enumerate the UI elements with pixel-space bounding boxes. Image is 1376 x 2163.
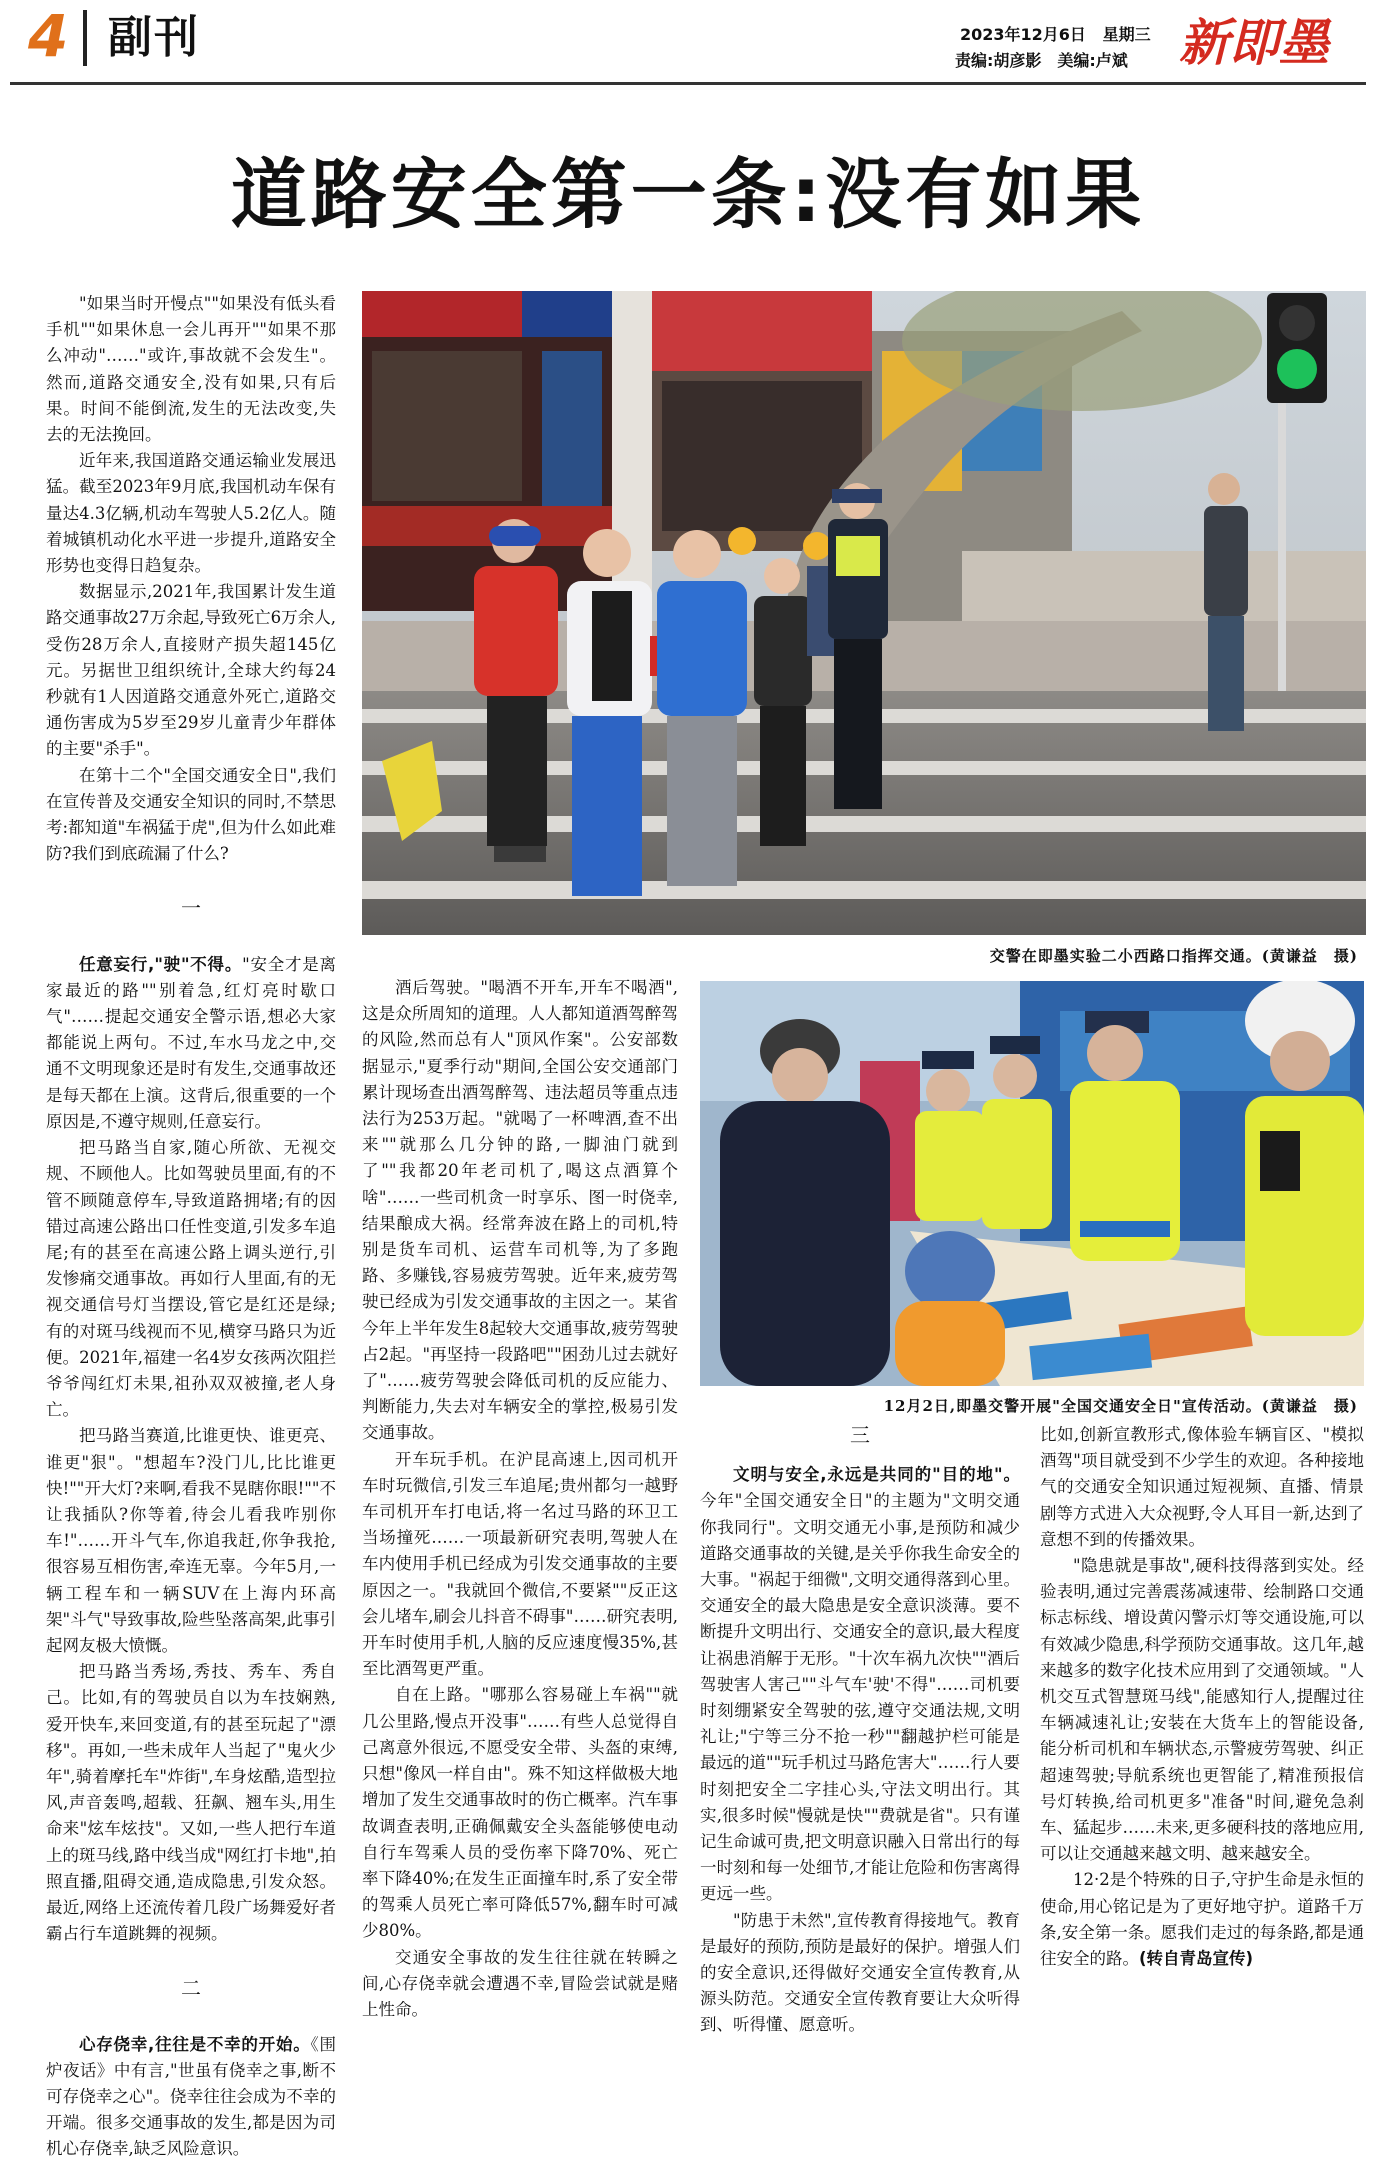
top-photo-caption: 交警在即墨实验二小西路口指挥交通。(黄谦益 摄) bbox=[989, 947, 1358, 965]
newspaper-logo bbox=[1175, 10, 1365, 72]
dateline bbox=[960, 22, 1151, 45]
article-column-3 bbox=[700, 1422, 1037, 2039]
section-1-text: "安全才是离家最近的路""别着急,红灯亮时歇口气"……提起交通安全警示语,想必大家都能说上两句。不过,车水马龙之中,交通不文明现象还是时有发生,交通事故还是每天都在上演。这背后,很重要的一个原因是,不遵守规则,任意妄行。 bbox=[46, 954, 336, 1131]
article-paragraph: "防患于未然",宣传教育得接地气。教育是最好的预防,预防是最好的保护。增强人们的安全意识,还得做好交通安全宣传教育,从源头防范。交通安全宣传教育要让大众听得到、听得懂、愿意听。 bbox=[700, 1910, 1020, 2035]
article-paragraph bbox=[1040, 1867, 1364, 1972]
section-2-lead: 心存侥幸,往往是不幸的开始。 bbox=[79, 2034, 311, 2054]
article-column-1 bbox=[46, 291, 336, 2163]
section-3-text: 今年"全国交通安全日"的主题为"文明交通 你我同行"。文明交通无小事,是预防和减少道路交通事故的关键,是关乎你我生命安全的大事。"祸起于细微",文明交通得落到心里。交通安全的最大隐患是安全意识淡薄。要不断提升文明出行、交通安全的意识,最大程度让祸患消解于无形。"十次车祸九次快""酒后驾驶害人害己""斗气车'驶'不得"……司机要时刻绷紧安全驾驶的弦,遵守交通法规,文明礼让;"宁等三分不抢一秒""翻越护栏可能是最远的道""玩手机过马路危害大"……行人要时刻把安全二字挂心头,守法文明出行。其实,很多时候"慢就是快""费就是省"。只有谨记生命诚可贵,把文明意识融入日常出行的每一时刻和每一处细节,才能让危险和伤害离得更远一些。 bbox=[700, 1491, 1037, 1904]
masthead-rule bbox=[10, 82, 1366, 85]
section-3-lead: 文明与安全,永远是共同的"目的地"。 bbox=[733, 1465, 1020, 1485]
article-paragraph: 交通安全事故的发生往往就在转瞬之间,心存侥幸就会遭遇不幸,冒险尝试就是赌上性命。 bbox=[362, 1947, 678, 2019]
masthead-divider bbox=[83, 10, 87, 66]
issue-date: 2023年12月6日 bbox=[960, 25, 1086, 44]
article-paragraph: 数据显示,2021年,我国累计发生道路交通事故27万余起,导致死亡6万余人,受伤28万余人,直接财产损失超145亿元。另据世卫组织统计,全球大约每24秒就有1人因道路交通意外死亡,道路交通伤害成为5岁至29岁儿童青少年群体的主要"杀手"。 bbox=[46, 582, 336, 759]
section-number-1: 一 bbox=[181, 896, 201, 921]
article-paragraph: "隐患就是事故",硬科技得落到实处。经验表明,通过完善震荡减速带、绘制路口交通标志标线、增设黄闪警示灯等交通设施,可以有效减少隐患,科学预防交通事故。这几年,越来越多的数字化技术应用到了交通领域。"人机交互式智慧斑马线",能感知行人,提醒过往车辆减速礼让;安装在大货车上的智能设备,能分析司机和车辆状态,示警疲劳驾驶、纠正超速驾驶;导航系统也更智能了,精准预报信号灯转换,给司机更多"准备"时间,避免急刹车、猛起步……未来,更多硬科技的落地应用,可以让交通越来越文明、越来越安全。 bbox=[1040, 1556, 1364, 1864]
article-paragraph: 比如,创新宣教形式,像体验车辆盲区、"模拟酒驾"项目就受到不少学生的欢迎。各种接地气的交通安全知识通过短视频、直播、情景剧等方式进入大众视野,令人耳目一新,达到了意想不到的传播效果。 bbox=[1040, 1425, 1364, 1549]
article-source: (转自青岛宣传) bbox=[1139, 1949, 1254, 1969]
section-1-lead: 任意妄行,"驶"不得。 bbox=[79, 954, 243, 974]
logo-text: 新即墨 bbox=[1179, 13, 1329, 72]
article-column-2 bbox=[362, 975, 678, 2023]
photo-traffic-safety-day-event bbox=[700, 981, 1364, 1386]
article-paragraph: 自在上路。"哪那么容易碰上车祸""就几公里路,慢点开没事"……有些人总觉得自己离意外很远,不愿受安全带、头盔的束缚,只想"像风一样自由"。殊不知这样做极大地增加了发生交通事故时的伤亡概率。汽车事故调查表明,正确佩戴安全头盔能够使电动自行车驾乘人员的受伤率下降70%、死亡率下降40%;在发生正面撞车时,系了安全带的驾乘人员死亡率可降低57%,翻车时可减少80%。 bbox=[362, 1685, 678, 1941]
headline: 道路安全第一条:没有如果 bbox=[230, 150, 1146, 239]
section-2-text: 《围炉夜话》中有言,"世虽有侥幸之事,断不可存侥幸之心"。侥幸往往会成为不幸的开端。很多交通事故的发生,都是因为司机心存侥幸,缺乏风险意识。 bbox=[46, 2034, 336, 2159]
article-paragraph: 把马路当秀场,秀技、秀车、秀自己。比如,有的驾驶员自以为车技娴熟,爱开快车,来回变道,有的甚至玩起了"漂移"。再如,一些未成年人当起了"鬼火少年",骑着摩托车"炸街",车身炫酷,造型拉风,声音轰鸣,超载、狂飙、翘车头,用生命来"炫车炫技"。又如,一些人把行车道上的斑马线,路中线当成"网红打卡地",拍照直播,阻碍交通,造成隐患,引发众怒。最近,网络上还流传着几段广场舞爱好者霸占行车道跳舞的视频。 bbox=[46, 1662, 336, 1944]
article-paragraph: 把马路当赛道,比谁更快、谁更亮、谁更"狠"。"想超车?没门儿,比比谁更快!""开大灯?来啊,看我不晃瞎你眼!""不让我插队?你等着,待会儿看我咋别你车!"……开斗气车,你追我赶,你争我抢,很容易互相伤害,牵连无辜。今年5月,一辆工程车和一辆SUV在上海内环高架"斗气"导致事故,险些坠落高架,此事引起网友极大愤慨。 bbox=[46, 1426, 336, 1655]
bottom-photo-caption: 12月2日,即墨交警开展"全国交通安全日"宣传活动。(黄谦益 摄) bbox=[883, 1397, 1358, 1415]
photo-traffic-police-crossing bbox=[362, 291, 1366, 935]
article-paragraph: 把马路当自家,随心所欲、无视交规、不顾他人。比如驾驶员里面,有的不管不顾随意停车,导致道路拥堵;有的因错过高速公路出口任性变道,引发多车追尾;有的甚至在高速公路上调头逆行,引发惨痛交通事故。再如行人里面,有的无视交通信号灯当摆设,管它是红还是绿;有的对斑马线视而不见,横穿马路只为近便。2021年,福建一名4岁女孩两次阻拦爷爷闯红灯未果,祖孙双双被撞,老人身亡。 bbox=[46, 1138, 336, 1420]
section-title: 副刊 bbox=[108, 12, 200, 63]
article-paragraph bbox=[46, 952, 336, 1135]
section-number-2: 二 bbox=[181, 1976, 201, 2001]
article-paragraph: 近年来,我国道路交通运输业发展迅猛。截至2023年9月底,我国机动车保有量达4.3亿辆,机动车驾驶人5.2亿人。随着城镇机动化水平进一步提升,道路安全形势也变得日趋复杂。 bbox=[46, 451, 336, 576]
article-paragraph: 酒后驾驶。"喝酒不开车,开车不喝酒",这是众所周知的道理。人人都知道酒驾醉驾的风险,然而总有人"顶风作案"。公安部数据显示,"夏季行动"期间,全国公安交通部门累计现场查出酒驾醉驾、违法超员等重点违法行为253万起。"就喝了一杯啤酒,查不出来""就那么几分钟的路,一脚油门就到了""我都20年老司机了,喝这点酒算个啥"……一些司机贪一时享乐、图一时侥幸,结果酿成大祸。经常奔波在路上的司机,特别是货车司机、运营车司机等,为了多跑路、多赚钱,容易疲劳驾驶。近年来,疲劳驾驶已经成为引发交通事故的主因之一。某省今年上半年发生8起较大交通事故,疲劳驾驶占2起。"再坚持一段路吧""困劲儿过去就好了"……疲劳驾驶会降低司机的反应能力、判断能力,失去对车辆安全的掌控,极易引发交通事故。 bbox=[362, 978, 678, 1443]
article-column-4 bbox=[1040, 1422, 1364, 1972]
article-paragraph: 开车玩手机。在沪昆高速上,因司机开车时玩微信,引发三车追尾;贵州都匀一越野车司机开车打电话,将一名过马路的环卫工当场撞死……一项最新研究表明,驾驶人在车内使用手机已经成为引发交通事故的主要原因之一。"我就回个微信,不要紧""反正这会儿堵车,刷会儿抖音不碍事"……研究表明,开车时使用手机,人脑的反应速度慢35%,甚至比酒驾更严重。 bbox=[362, 1449, 678, 1679]
page-number: 4 bbox=[28, 2, 69, 70]
section-number-3: 三 bbox=[850, 1423, 870, 1447]
article-paragraph: 在第十二个"全国交通安全日",我们在宣传普及交通安全知识的同时,不禁思考:都知道"车祸猛于虎",但为什么如此难防?我们到底疏漏了什么? bbox=[46, 765, 336, 864]
closing-text: 12·2是个特殊的日子,守护生命是永恒的使命,用心铭记是为了更好地守护。道路千万条,安全第一条。愿我们走过的每条路,都是通往安全的路。 bbox=[1040, 1870, 1364, 1969]
article-paragraph bbox=[46, 2032, 336, 2163]
article-paragraph bbox=[700, 1462, 1037, 1907]
editor-credits: 责编:胡彦影 美编:卢斌 bbox=[955, 51, 1128, 70]
issue-weekday: 星期三 bbox=[1102, 25, 1151, 44]
article-paragraph: "如果当时开慢点""如果没有低头看手机""如果休息一会儿再开""如果不那么冲动"……"或许,事故就不会发生"。然而,道路交通安全,没有如果,只有后果。时间不能倒流,发生的无法改变,失去的无法挽回。 bbox=[46, 294, 336, 445]
